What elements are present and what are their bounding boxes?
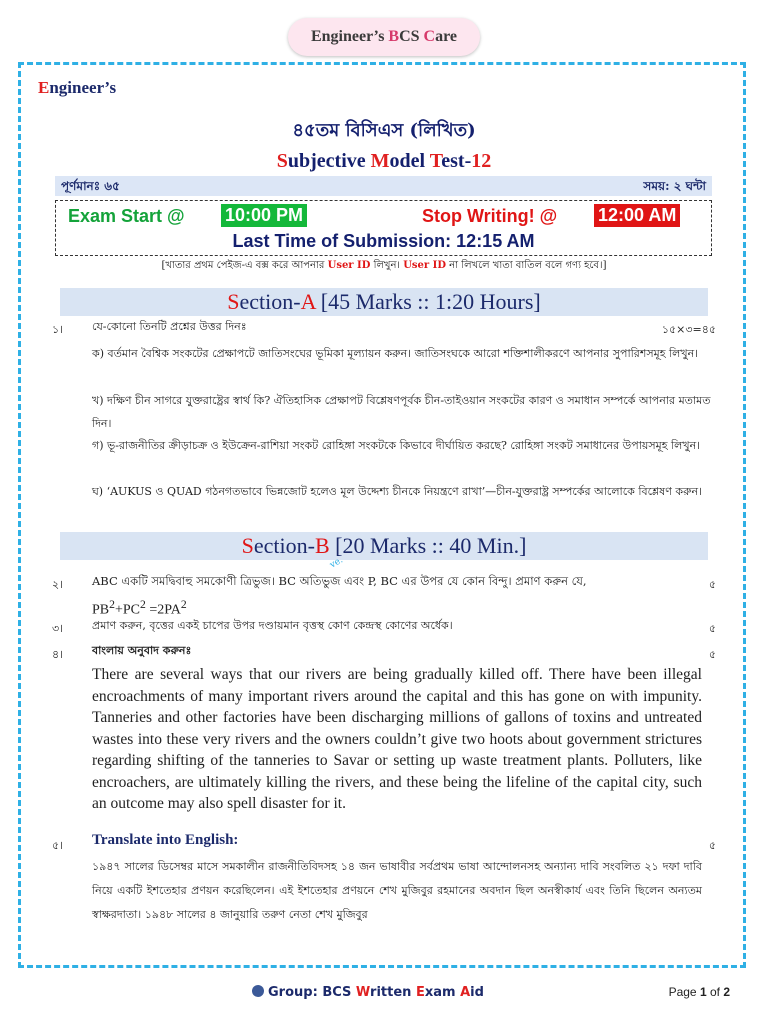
footer-group-h: id bbox=[470, 985, 484, 1000]
footer-group bbox=[252, 985, 484, 1000]
section-a-header bbox=[60, 288, 708, 316]
footer-group-f: xam bbox=[424, 985, 461, 1000]
note-e: না লিখলে খাতা বাতিল বলে গণ্য হবে।] bbox=[446, 260, 607, 271]
badge-text-b: B bbox=[388, 28, 400, 45]
badge-text-a: Engineer’s bbox=[310, 28, 389, 45]
page-word: Page bbox=[668, 985, 700, 999]
test-title-t: T bbox=[429, 150, 442, 172]
test-title-num: 12 bbox=[471, 150, 492, 172]
formula-sup-3: 2 bbox=[180, 598, 187, 611]
brand-badge bbox=[288, 18, 480, 56]
question-4-label: বাংলায় অনুবাদ করুনঃ bbox=[92, 644, 192, 657]
note-c: লিখুন। bbox=[370, 260, 404, 271]
question-5-label: Translate into English: bbox=[92, 832, 239, 848]
question-1-prompt: যে-কোনো তিনটি প্রশ্নের উত্তর দিনঃ bbox=[92, 320, 247, 333]
submission-deadline: Last Time of Submission: 12:15 AM bbox=[232, 231, 535, 251]
note-a: [খাতার প্রথম পেইজ-এ বক্স করে আপনার bbox=[161, 260, 328, 271]
section-b-marks: [20 Marks :: 40 Min.] bbox=[329, 533, 527, 558]
start-time: 10:00 PM bbox=[221, 204, 307, 227]
question-1d: ঘ) ‘AUKUS ও QUAD গঠনগতভাবে ভিন্নজোট হলেও মূল উদ্দেশ্য চীনকে নিয়ন্ত্রণে রাখা’—চীন-যুক্তরাষ্ট্র সম্পর্কের আলোকে বিশ্লেষণ করুন। bbox=[92, 485, 703, 498]
page-total: 2 bbox=[723, 985, 730, 999]
question-3-number: ৩। bbox=[52, 622, 64, 635]
section-b-letter: B bbox=[314, 533, 330, 558]
brand-initial: E bbox=[38, 78, 50, 97]
section-b-s: S bbox=[241, 533, 254, 558]
start-label: Exam Start @ bbox=[68, 206, 185, 226]
exam-duration: সময়: ২ ঘন্টা bbox=[643, 179, 706, 193]
page-number bbox=[669, 985, 730, 999]
question-2-text: ABC একটি সমদ্বিবাহু সমকোণী ত্রিভুজ। BC অতিভুজ এবং P, BC এর উপর যে কোন বিন্দু। প্রমাণ করুন যে, bbox=[92, 574, 587, 588]
user-id-note bbox=[0, 258, 768, 275]
schedule-row bbox=[56, 204, 711, 230]
note-user-id-1: User ID bbox=[327, 260, 371, 271]
note-user-id-2: User ID bbox=[403, 260, 446, 271]
marks-time-bar bbox=[55, 176, 712, 196]
footer-group-b: BCS bbox=[322, 985, 356, 1000]
formula-sup-2: 2 bbox=[139, 598, 146, 611]
brand-left bbox=[38, 78, 116, 98]
facebook-icon bbox=[252, 985, 264, 997]
formula-sup-1: 2 bbox=[109, 598, 115, 611]
formula-pc: +PC bbox=[114, 602, 140, 618]
question-3-marks: ৫ bbox=[708, 622, 716, 635]
footer-group-g: A bbox=[460, 985, 471, 1000]
section-a-marks: [45 Marks :: 1:20 Hours] bbox=[315, 289, 541, 314]
test-title-est: est- bbox=[441, 150, 472, 172]
page-of: of bbox=[706, 985, 724, 999]
question-2-number: ২। bbox=[52, 578, 64, 591]
test-title-ubjective: ubjective bbox=[287, 150, 371, 172]
question-1b: খ) দক্ষিণ চীন সাগরে যুক্তরাষ্ট্রের স্বার্থ কি? ঐতিহাসিক প্রেক্ষাপট বিশ্লেষণপূর্বক চীন-তাইওয়ান সংকটের কারণ ও সমাধান সম্পর্কে আপনার মতামত দিন। bbox=[92, 394, 711, 430]
formula-pa: =2PA bbox=[145, 602, 181, 618]
brand-rest: ngineer’s bbox=[49, 78, 117, 97]
section-a-name: ection- bbox=[239, 289, 301, 314]
schedule-box bbox=[55, 200, 712, 256]
footer-group-e: E bbox=[415, 985, 425, 1000]
question-3-text: প্রমাণ করুন, বৃত্তের একই চাপের উপর দণ্ডায়মান বৃত্তস্থ কোণ কেন্দ্রস্থ কোণের অর্ধেক। bbox=[92, 619, 453, 632]
badge-text-e: are bbox=[435, 28, 458, 45]
question-4-number: ৪। bbox=[52, 648, 64, 661]
test-title bbox=[0, 150, 768, 173]
section-b-name: ection- bbox=[253, 533, 315, 558]
footer-group-a: Group: bbox=[268, 985, 323, 1000]
stop-time: 12:00 AM bbox=[594, 204, 680, 227]
badge-text-d: C bbox=[423, 28, 436, 45]
question-5-marks: ৫ bbox=[708, 839, 716, 852]
test-title-odel: odel bbox=[389, 150, 430, 172]
question-2-marks: ৫ bbox=[708, 578, 716, 591]
watermark: ve. bbox=[328, 555, 345, 571]
section-a-letter: A bbox=[300, 289, 316, 314]
question-1-number: ১। bbox=[52, 323, 64, 336]
full-marks: পূর্ণমানঃ ৬৫ bbox=[61, 179, 120, 193]
exam-title: ৪৫তম বিসিএস (লিখিত) bbox=[292, 120, 476, 141]
page-current: 1 bbox=[699, 985, 707, 999]
question-5-passage: ১৯৪৭ সালের ডিসেম্বর মাসে সমকালীন রাজনীতিবিদসহ ১৪ জন ভাষাবীর সর্বপ্রথম ভাষা আন্দোলনসহ অন্যান্য দাবি সংবলিত ২১ দফা দাবি নিয়ে একটি ইশতেহার প্রণয়ন করেছিলেন। এই ইশতেহার প্রণয়নে শেখ মুজিবুর রহমানের অবদান ছিল অনস্বীকার্য এবং তিনি ছিলেন অন্যতম স্বাক্ষরদাতা। ১৯৪৮ সালের ৪ জানুয়ারি তরুণ নেতা শেখ মুজিবুর bbox=[92, 860, 702, 921]
test-title-s: S bbox=[276, 150, 288, 172]
question-5-number: ৫। bbox=[52, 839, 64, 852]
badge-text-c: CS bbox=[399, 28, 424, 45]
formula-pb: PB bbox=[92, 602, 110, 618]
question-1c: গ) ভূ-রাজনীতির ক্রীড়াচক্র ও ইউক্রেন-রাশিয়া সংকট রোহিঙ্গা সংকটকে কিভাবে দীর্ঘায়িত করছে? রোহিঙ্গা সংকট সমাধানের উপায়সমূহ লিখুন। bbox=[92, 439, 701, 452]
question-1a: ক) বর্তমান বৈশ্বিক সংকটের প্রেক্ষাপটে জাতিসংঘের ভূমিকা মূল্যায়ন করুন। জাতিসংঘকে আরো শক্তিশালীকরণে আপনার সুপারিশসমূহ লিখুন। bbox=[92, 347, 699, 360]
stop-label: Stop Writing! @ bbox=[422, 206, 558, 226]
footer-group-c: W bbox=[355, 985, 371, 1000]
question-4-marks: ৫ bbox=[708, 648, 716, 661]
test-title-m: M bbox=[370, 150, 390, 172]
question-1-marks: ১৫×৩=৪৫ bbox=[661, 323, 716, 336]
footer-group-d: ritten bbox=[370, 985, 416, 1000]
section-b-header bbox=[60, 532, 708, 560]
section-a-s: S bbox=[227, 289, 240, 314]
question-4-passage: There are several ways that our rivers are being gradually killed off. There have been illegal encroachments of many important rivers around the capital and this has gone on with impunity. Tanneries and other factories have been discharging millions of gallons of toxins and untreated wastes into these very rivers and the owners couldn’t give two hoots about government strictures regarding shifting of the tanneries to Savar or setting up waste treatment plants. Polluters, like encroachers, are ultimately killing the rivers, and these being the lifeline of the capital city, such an outcome may also spell disaster for it. bbox=[92, 666, 702, 812]
